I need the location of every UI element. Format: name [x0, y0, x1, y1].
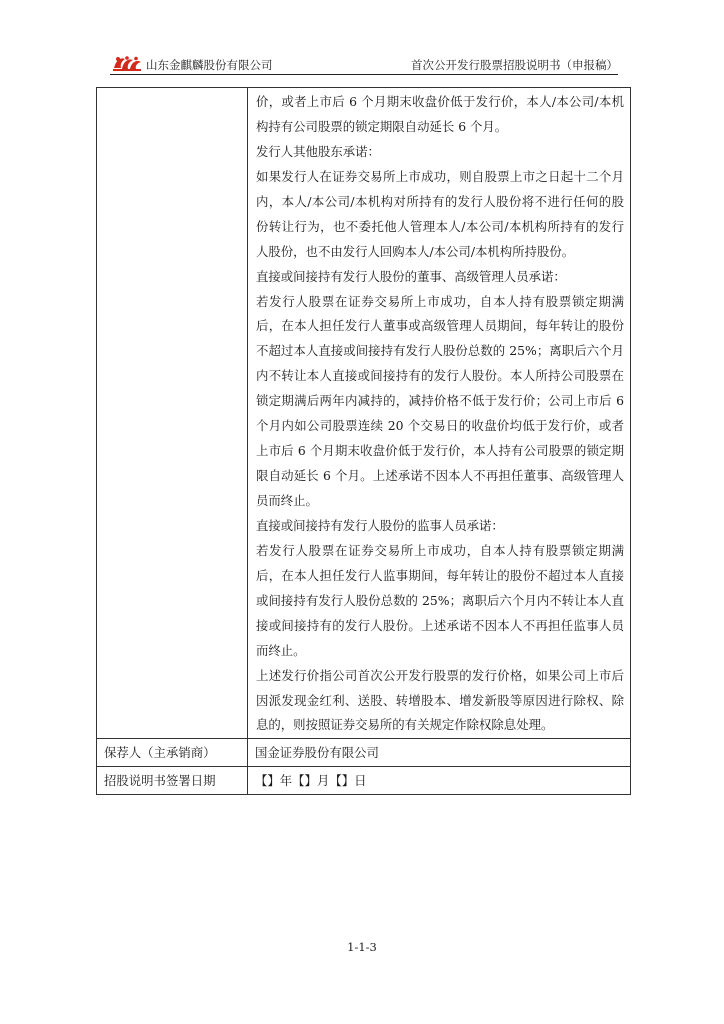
company-logo-icon — [112, 54, 142, 72]
text-line: 若发行人股票在证券交易所上市成功，自本人持有股票锁定期满 — [256, 293, 624, 309]
text-line: 人股份，也不由发行人回购本人/本公司/本机构所持股份。 — [256, 243, 575, 259]
commitment-row — [97, 88, 631, 739]
header-divider — [110, 74, 618, 75]
text-line: 限自动延长 6 个月。上述承诺不因本人不再担任董事、高级管理人 — [256, 468, 624, 484]
text-line: 锁定期满后两年内减持的，减持价格不低于发行价；公司上市后 6 — [256, 393, 624, 409]
text-line: 个月内如公司股票连续 20 个交易日的收盘价均低于发行价，或者 — [256, 418, 624, 434]
text-line: 发行人其他股东承诺： — [256, 143, 380, 159]
sign-date-value: 【】年【】月【】日 — [255, 773, 367, 789]
text-line: 后，在本人担任发行人监事期间，每年转让的股份不超过本人直接 — [256, 567, 624, 583]
text-line: 上述发行价指公司首次公开发行股票的发行价格，如果公司上市后 — [256, 667, 624, 683]
text-line: 直接或间接持有发行人股份的董事、高级管理人员承诺： — [256, 268, 566, 284]
info-table — [96, 87, 631, 795]
text-line: 上市后 6 个月期末收盘价低于发行价，本人持有公司股票的锁定期 — [256, 443, 624, 459]
document-title: 首次公开发行股票招股说明书（申报稿） — [411, 58, 618, 72]
text-line: 不超过本人直接或间接持有发行人股份总数的 25%；离职后六个月 — [256, 343, 624, 359]
text-line: 因派发现金红利、送股、转增股本、增发新股等原因进行除权、除 — [256, 692, 624, 708]
text-line: 员而终止。 — [256, 493, 318, 508]
text-line: 直接或间接持有发行人股份的监事人员承诺： — [256, 517, 504, 533]
sponsor-label: 保荐人（主承销商） — [104, 745, 216, 761]
commitment-text — [248, 88, 630, 738]
text-line: 份转让行为，也不委托他人管理本人/本公司/本机构所持有的发行 — [256, 218, 624, 234]
table-row — [97, 767, 631, 795]
text-line: 如果发行人在证券交易所上市成功，则自股票上市之日起十二个月 — [256, 168, 624, 184]
page-header — [110, 52, 618, 76]
commitment-label-cell — [97, 88, 248, 739]
commitment-text-cell — [248, 88, 631, 739]
table-row — [97, 739, 631, 767]
text-line: 接或间接持有的发行人股份。上述承诺不因本人不再担任监事人员 — [256, 617, 624, 633]
text-line: 后，在本人担任发行人董事或高级管理人员期间，每年转让的股份 — [256, 318, 624, 334]
text-line: 构持有公司股票的锁定期限自动延长 6 个月。 — [256, 118, 508, 134]
page-number: 1-1-3 — [347, 940, 377, 954]
company-name: 山东金麒麟股份有限公司 — [146, 58, 273, 72]
text-line: 内，本人/本公司/本机构对所持有的发行人股份将不进行任何的股 — [256, 193, 624, 209]
text-line: 而终止。 — [256, 642, 306, 658]
text-line: 价，或者上市后 6 个月期末收盘价低于发行价，本人/本公司/本机 — [256, 94, 624, 109]
text-line: 或间接持有发行人股份总数的 25%；离职后六个月内不转让本人直 — [256, 592, 624, 608]
text-line: 若发行人股票在证券交易所上市成功，自本人持有股票锁定期满 — [256, 542, 624, 558]
sign-date-label: 招股说明书签署日期 — [104, 773, 216, 789]
text-line: 息的，则按照证券交易所的有关规定作除权除息处理。 — [256, 717, 554, 733]
text-line: 内不转让本人直接或间接持有的发行人股份。本人所持公司股票在 — [256, 368, 624, 384]
sponsor-value: 国金证券股份有限公司 — [255, 745, 379, 761]
